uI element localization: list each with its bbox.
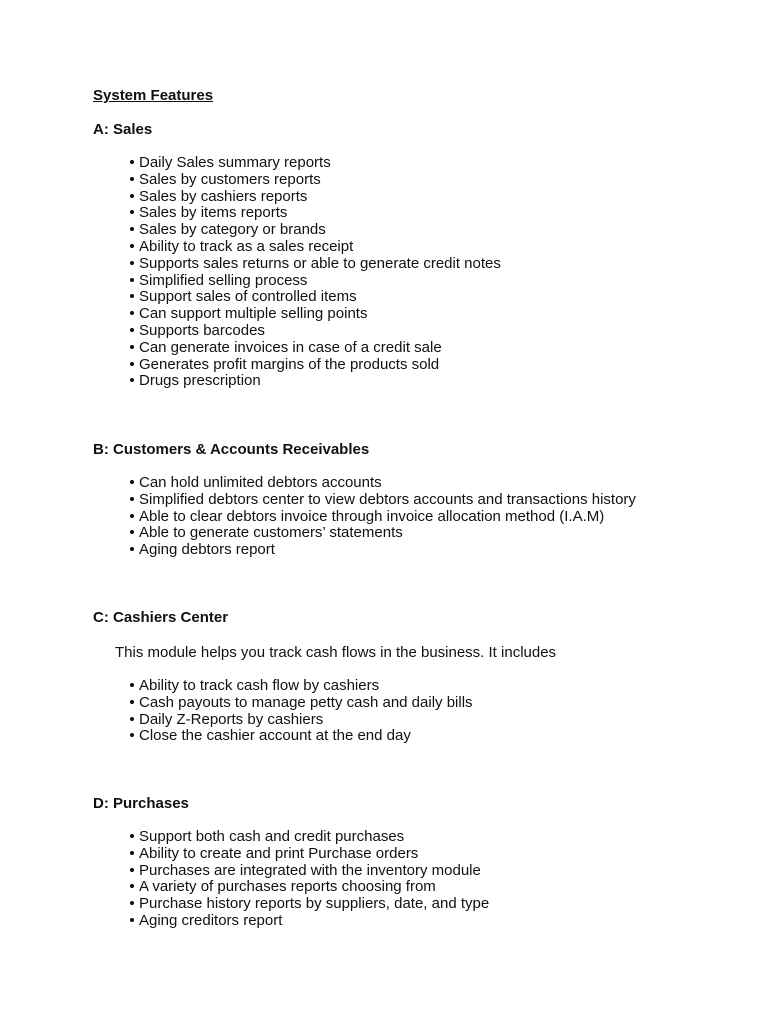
bullet-icon xyxy=(130,884,134,888)
list-item: Purchase history reports by suppliers, date, and type xyxy=(130,896,489,913)
bullet-icon xyxy=(130,868,134,872)
list-item: Daily Z-Reports by cashiers xyxy=(130,712,473,729)
document-title: System Features xyxy=(93,87,214,104)
list-item: Ability to create and print Purchase orders xyxy=(130,846,489,863)
bullet-icon xyxy=(130,717,134,721)
list-item: Cash payouts to manage petty cash and daily bills xyxy=(130,695,473,712)
bullet-icon xyxy=(130,362,134,366)
list-item: Drugs prescription xyxy=(130,373,501,390)
section-heading-sales: A: Sales xyxy=(93,121,153,138)
section-heading-customers: B: Customers & Accounts Receivables xyxy=(93,441,370,458)
cashiers-feature-list xyxy=(130,678,473,745)
bullet-icon xyxy=(130,378,134,382)
bullet-icon xyxy=(130,311,134,315)
list-item: Support both cash and credit purchases xyxy=(130,829,489,846)
bullet-icon xyxy=(130,851,134,855)
bullet-icon xyxy=(130,210,134,214)
list-item: Ability to track cash flow by cashiers xyxy=(130,678,473,695)
purchases-feature-list xyxy=(130,829,489,930)
list-item: Simplified debtors center to view debtors accounts and transactions history xyxy=(130,492,636,509)
bullet-icon xyxy=(130,177,134,181)
bullet-icon xyxy=(130,901,134,905)
list-item: Ability to track as a sales receipt xyxy=(130,239,501,256)
list-item: Can hold unlimited debtors accounts xyxy=(130,475,636,492)
list-item: Sales by category or brands xyxy=(130,222,501,239)
bullet-icon xyxy=(130,160,134,164)
bullet-icon xyxy=(130,345,134,349)
list-item: Aging debtors report xyxy=(130,542,636,559)
list-item: Support sales of controlled items xyxy=(130,289,501,306)
bullet-icon xyxy=(130,497,134,501)
list-item: Close the cashier account at the end day xyxy=(130,728,473,745)
list-item: Supports sales returns or able to generate credit notes xyxy=(130,256,501,273)
list-item: Purchases are integrated with the inventory module xyxy=(130,863,489,880)
bullet-icon xyxy=(130,530,134,534)
list-item: Sales by items reports xyxy=(130,205,501,222)
bullet-icon xyxy=(130,294,134,298)
bullet-icon xyxy=(130,480,134,484)
list-item: A variety of purchases reports choosing from xyxy=(130,879,489,896)
bullet-icon xyxy=(130,278,134,282)
bullet-icon xyxy=(130,227,134,231)
list-item: Simplified selling process xyxy=(130,273,501,290)
list-item: Daily Sales summary reports xyxy=(130,155,501,172)
section-heading-purchases: D: Purchases xyxy=(93,795,189,812)
list-item: Generates profit margins of the products sold xyxy=(130,357,501,374)
list-item: Supports barcodes xyxy=(130,323,501,340)
bullet-icon xyxy=(130,733,134,737)
list-item: Aging creditors report xyxy=(130,913,489,930)
bullet-icon xyxy=(130,328,134,332)
bullet-icon xyxy=(130,918,134,922)
customers-feature-list xyxy=(130,475,636,559)
bullet-icon xyxy=(130,244,134,248)
bullet-icon xyxy=(130,834,134,838)
list-item: Can generate invoices in case of a credit sale xyxy=(130,340,501,357)
list-item: Sales by customers reports xyxy=(130,172,501,189)
list-item: Can support multiple selling points xyxy=(130,306,501,323)
bullet-icon xyxy=(130,547,134,551)
list-item: Able to generate customers’ statements xyxy=(130,525,636,542)
list-item: Sales by cashiers reports xyxy=(130,189,501,206)
bullet-icon xyxy=(130,700,134,704)
section-heading-cashiers: C: Cashiers Center xyxy=(93,609,229,626)
list-item: Able to clear debtors invoice through invoice allocation method (I.A.M) xyxy=(130,509,636,526)
cashiers-intro-text: This module helps you track cash flows in the business. It includes xyxy=(115,644,557,661)
bullet-icon xyxy=(130,194,134,198)
bullet-icon xyxy=(130,683,134,687)
sales-feature-list xyxy=(130,155,501,390)
bullet-icon xyxy=(130,514,134,518)
bullet-icon xyxy=(130,261,134,265)
